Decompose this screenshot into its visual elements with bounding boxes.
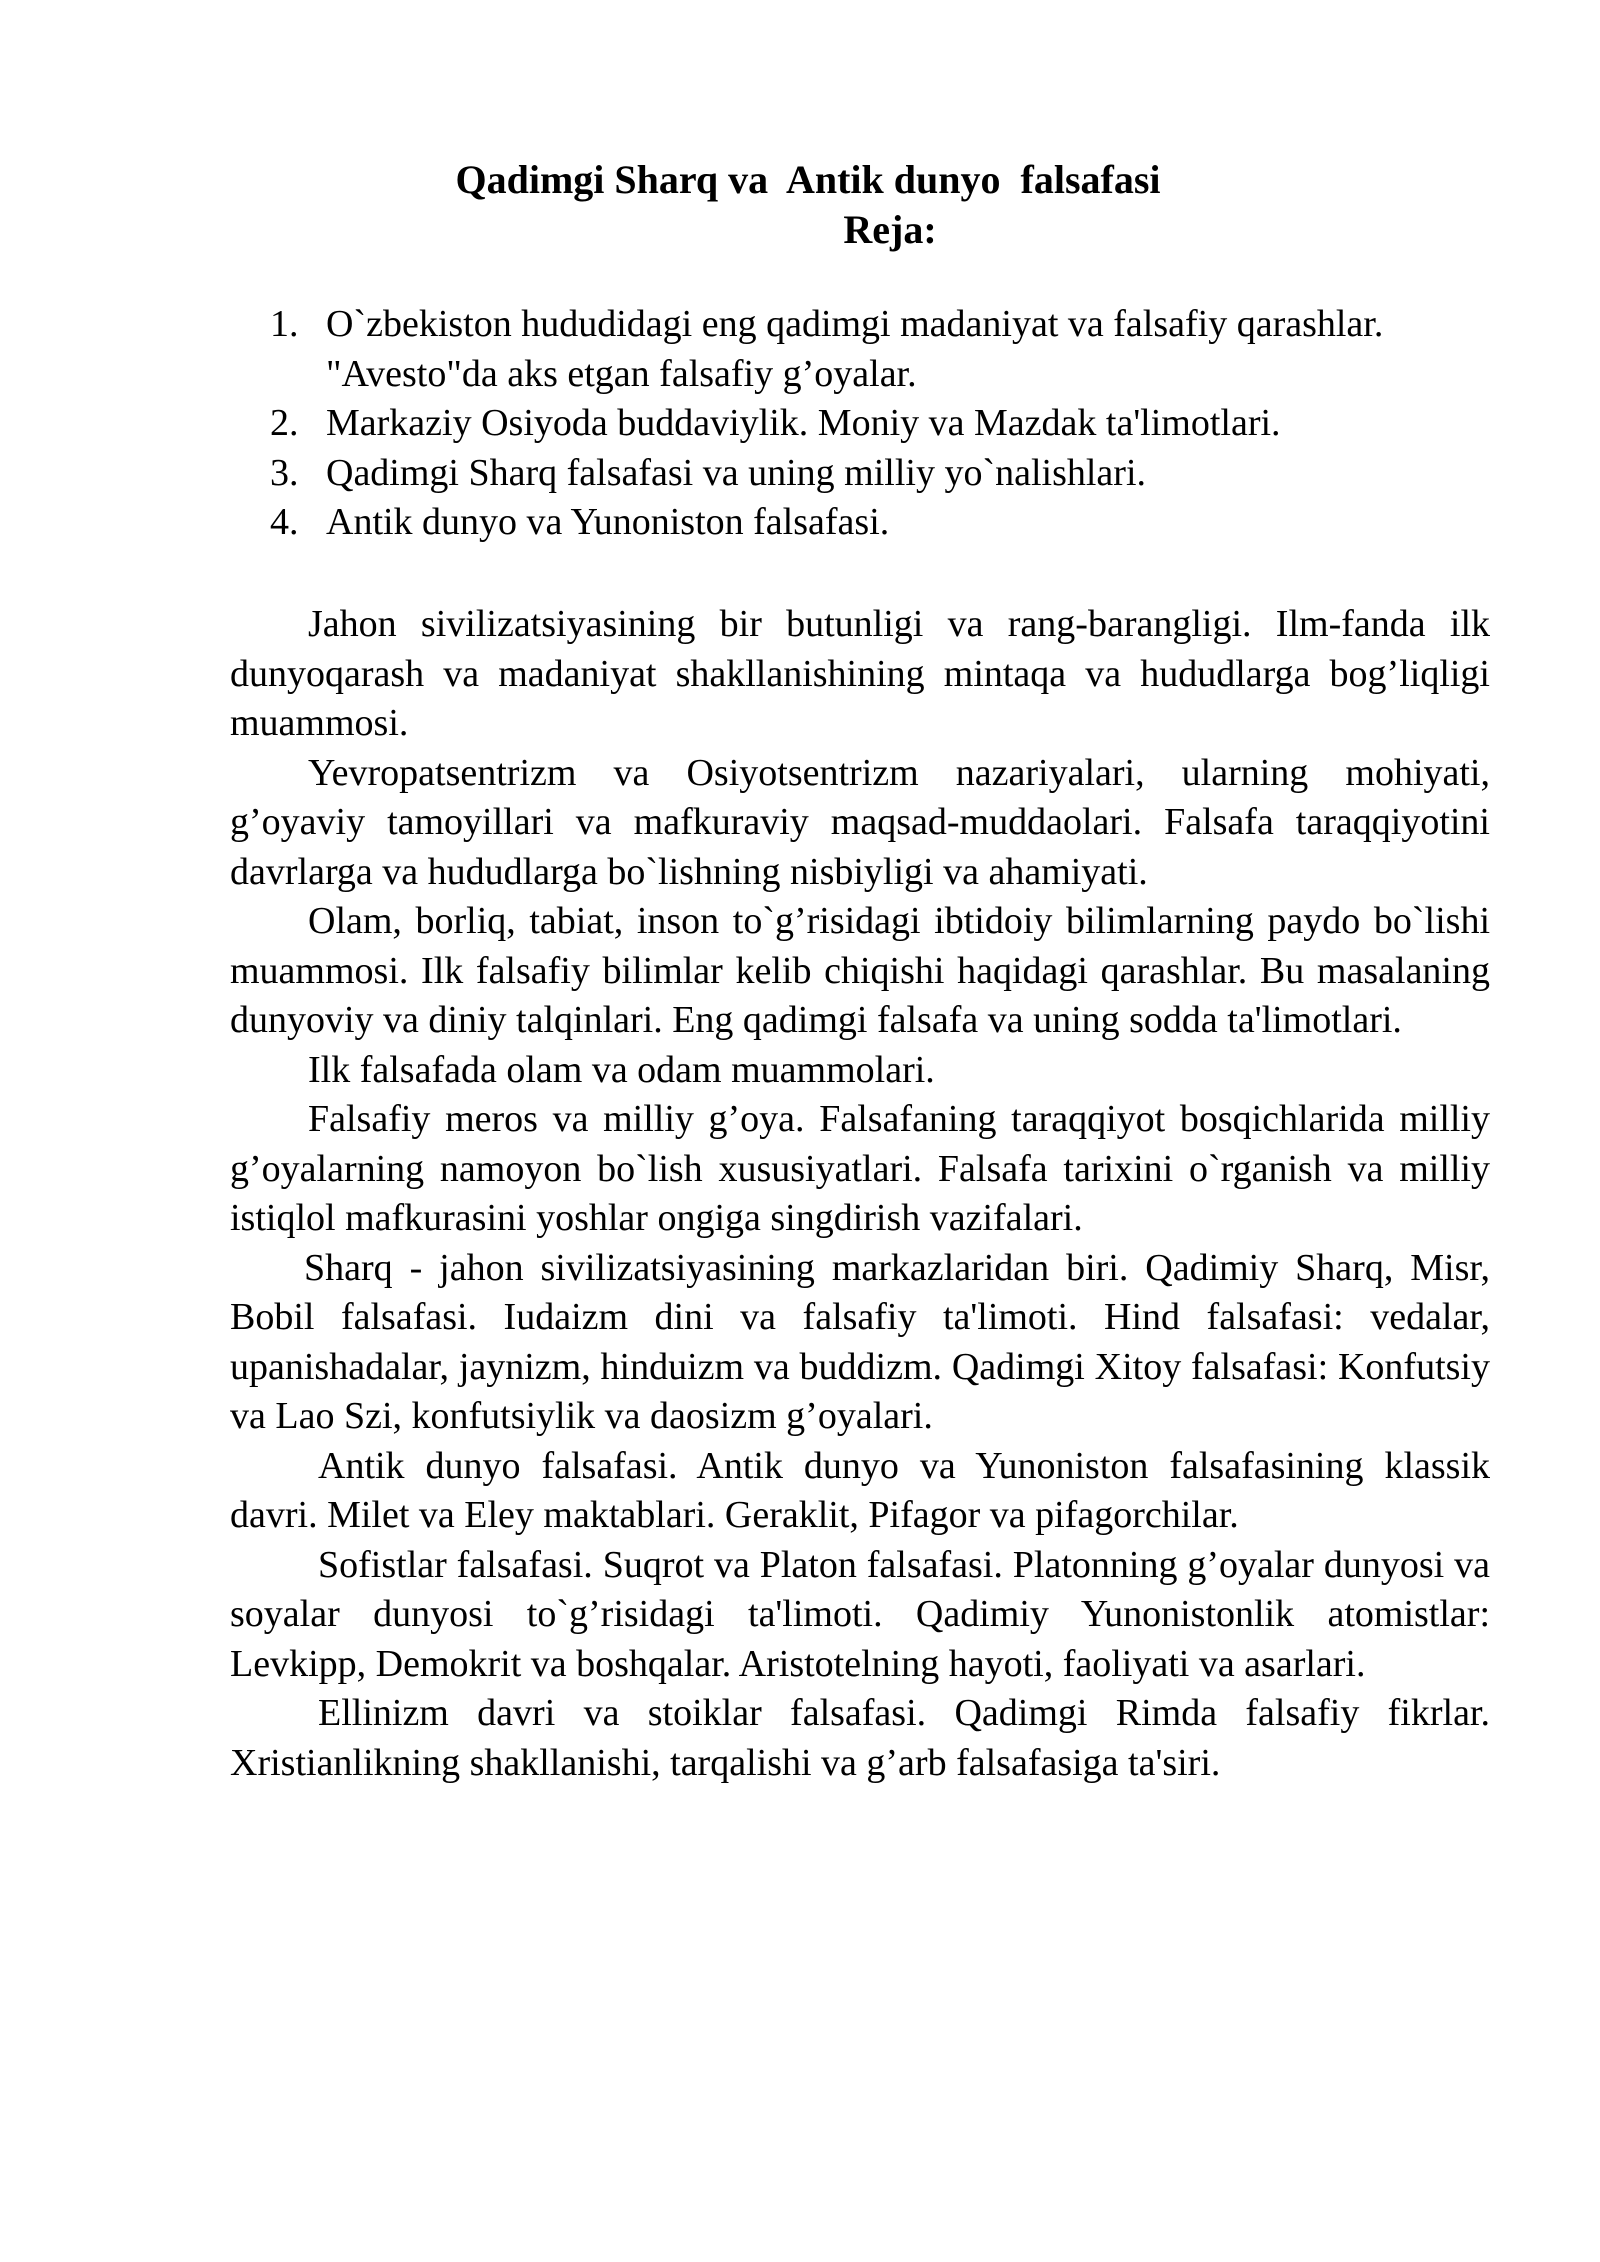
- paragraph: Ilk falsafada olam va odam muammolari.: [308, 1048, 935, 1091]
- plan-heading: Reja:: [843, 207, 937, 252]
- plan-item-number: 2.: [270, 402, 299, 444]
- plan-item: [270, 300, 1450, 399]
- plan-item-text: Markaziy Osiyoda buddaviylik. Moniy va Mazdak ta'limotlari.: [326, 402, 1281, 444]
- plan-item-text: Qadimgi Sharq falsafasi va uning milliy yo`nalishlari.: [326, 451, 1147, 494]
- paragraph: Jahon sivilizatsiyasining bir butunligi va rang-barangligi. Ilm-fanda ilk dunyoqarash va madaniyat shakllanishining mintaqa va hududlarga bog’liqligi muammosi.: [230, 603, 1490, 744]
- paragraph: Yevropatsentrizm va Osiyotsentrizm nazariyalari, ularning mohiyati, g’oyaviy tamoyillari va mafkuraviy maqsad-muddaolari. Falsafa taraqqiyotini davrlarga va hududlarga bo`lishning nisbiyligi va ahamiyati.: [230, 751, 1490, 893]
- plan-item-text: O`zbekiston hududidagi eng qadimgi madaniyat va falsafiy qarashlar. "Avesto"da aks etgan falsafiy g’oyalar.: [326, 303, 1384, 395]
- plan-item-text: Antik dunyo va Yunoniston falsafasi.: [326, 501, 890, 543]
- plan-item: [270, 399, 1450, 449]
- document-title: Qadimgi Sharq va Antik dunyo falsafasi: [455, 157, 1161, 202]
- plan-item-number: 4.: [270, 501, 299, 543]
- plan-item: [270, 449, 1450, 499]
- plan-list: [270, 300, 1450, 548]
- paragraph: Falsafiy meros va milliy g’oya. Falsafaning taraqqiyot bosqichlarida milliy g’oyalarning namoyon bo`lish xususiyatlari. Falsafa tarixini o`rganish va milliy istiqlol mafkurasini yoshlar ongiga singdirish vazifalari.: [230, 1098, 1490, 1239]
- paragraph: Sharq - jahon sivilizatsiyasining markazlaridan biri. Qadimiy Sharq, Misr, Bobil falsafasi. Iudaizm dini va falsafiy ta'limoti. Hind falsafasi: vedalar, upanishadalar, jaynizm, hinduizm va buddizm. Qadimgi Xitoy falsafasi: Konfutsiy va Lao Szi, konfutsiylik va daosizm g’oyalari.: [230, 1246, 1490, 1437]
- paragraph: Sofistlar falsafasi. Suqrot va Platon falsafasi. Platonning g’oyalar dunyosi va soyalar dunyosi to`g’risidagi ta'limoti. Qadimiy Yunonistonlik atomistlar: Levkipp, Demokrit va boshqalar. Aristotelning hayoti, faoliyati va asarlari.: [230, 1543, 1490, 1685]
- plan-item-number: 1.: [270, 303, 299, 345]
- plan-item: [270, 498, 1450, 548]
- paragraph: Ellinizm davri va stoiklar falsafasi. Qadimgi Rimda falsafiy fikrlar. Xristianlikning shakllanishi, tarqalishi va g’arb falsafasiga ta'siri.: [230, 1692, 1490, 1784]
- paragraph: Olam, borliq, tabiat, inson to`g’risidagi ibtidoiy bilimlarning paydo bo`lishi muammosi. Ilk falsafiy bilimlar kelib chiqishi haqidagi qarashlar. Bu masalaning dunyoviy va diniy talqinlari. Eng qadimgi falsafa va uning sodda ta'limotlari.: [230, 900, 1490, 1041]
- paragraph: Antik dunyo falsafasi. Antik dunyo va Yunoniston falsafasining klassik davri. Milet va Eley maktablari. Geraklit, Pifagor va pifagorchilar.: [230, 1444, 1490, 1536]
- body-text: [230, 600, 1490, 1788]
- plan-item-number: 3.: [270, 451, 299, 494]
